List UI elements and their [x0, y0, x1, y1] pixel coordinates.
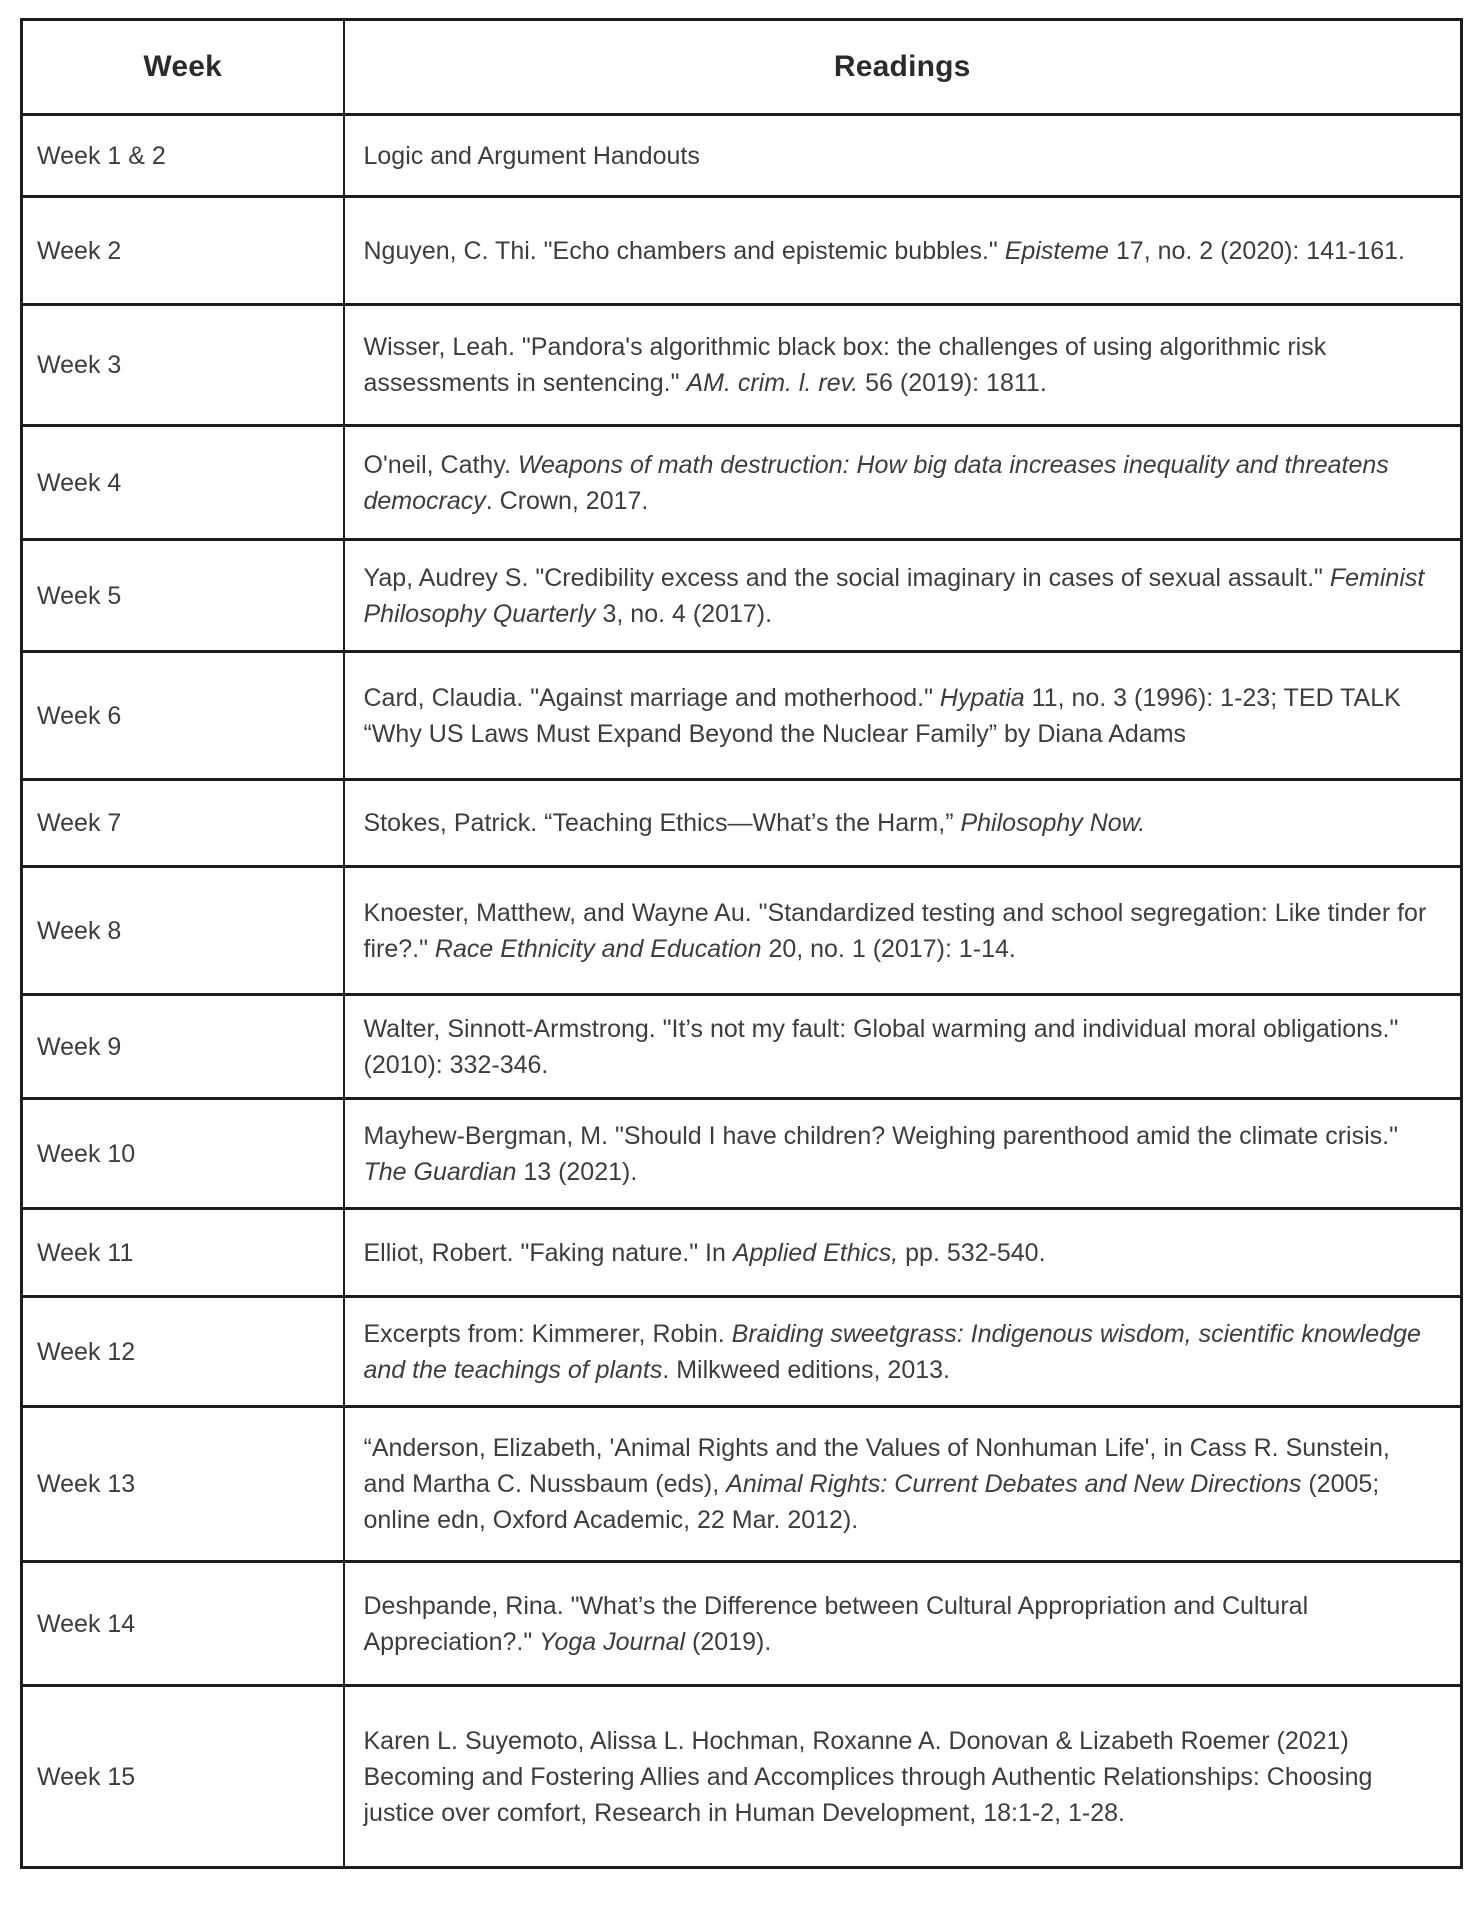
table-row	[22, 305, 1462, 426]
table-body	[22, 115, 1462, 1868]
table-row	[22, 540, 1462, 652]
readings-cell: Knoester, Matthew, and Wayne Au. "Standardized testing and school segregation: Like tinder for fire?." Race Ethnicity and Education 20, no. 1 (2017): 1-14.	[344, 867, 1462, 995]
readings-cell: Excerpts from: Kimmerer, Robin. Braiding sweetgrass: Indigenous wisdom, scientific knowledge and the teachings of plants. Milkweed editions, 2013.	[344, 1297, 1462, 1407]
week-cell: Week 13	[22, 1407, 344, 1562]
readings-cell: Wisser, Leah. "Pandora's algorithmic black box: the challenges of using algorithmic risk assessments in sentencing." AM. crim. l. rev. 56 (2019): 1811.	[344, 305, 1462, 426]
week-cell: Week 1 & 2	[22, 115, 344, 197]
table-row	[22, 426, 1462, 540]
week-cell: Week 4	[22, 426, 344, 540]
readings-column-header: Readings	[344, 20, 1462, 115]
table-header-row	[22, 20, 1462, 115]
week-cell: Week 14	[22, 1562, 344, 1686]
week-cell: Week 5	[22, 540, 344, 652]
table-row	[22, 1297, 1462, 1407]
table-row	[22, 197, 1462, 305]
readings-cell: Karen L. Suyemoto, Alissa L. Hochman, Roxanne A. Donovan & Lizabeth Roemer (2021) Becoming and Fostering Allies and Accomplices through Authentic Relationships: Choosing justice over comfort, Research in Human Development, 18:1-2, 1-28.	[344, 1686, 1462, 1868]
table-row	[22, 867, 1462, 995]
readings-cell: O'neil, Cathy. Weapons of math destruction: How big data increases inequality and threatens democracy. Crown, 2017.	[344, 426, 1462, 540]
week-cell: Week 7	[22, 780, 344, 867]
readings-table	[20, 18, 1463, 1869]
week-cell: Week 6	[22, 652, 344, 780]
week-cell: Week 10	[22, 1099, 344, 1209]
table-row	[22, 652, 1462, 780]
readings-cell: Mayhew-Bergman, M. "Should I have children? Weighing parenthood amid the climate crisis." The Guardian 13 (2021).	[344, 1099, 1462, 1209]
table-row	[22, 1686, 1462, 1868]
readings-cell: Stokes, Patrick. “Teaching Ethics—What’s the Harm,” Philosophy Now.	[344, 780, 1462, 867]
week-cell: Week 12	[22, 1297, 344, 1407]
readings-cell: “Anderson, Elizabeth, 'Animal Rights and the Values of Nonhuman Life', in Cass R. Sunstein, and Martha C. Nussbaum (eds), Animal Rights: Current Debates and New Directions (2005; online edn, Oxford Academic, 22 Mar. 2012).	[344, 1407, 1462, 1562]
week-cell: Week 11	[22, 1209, 344, 1297]
week-column-header: Week	[22, 20, 344, 115]
table-row	[22, 1209, 1462, 1297]
table-row	[22, 995, 1462, 1099]
week-cell: Week 3	[22, 305, 344, 426]
table-row	[22, 115, 1462, 197]
readings-cell: Elliot, Robert. "Faking nature." In Applied Ethics, pp. 532-540.	[344, 1209, 1462, 1297]
week-cell: Week 8	[22, 867, 344, 995]
week-cell: Week 15	[22, 1686, 344, 1868]
table-row	[22, 1407, 1462, 1562]
readings-cell: Walter, Sinnott-Armstrong. "It’s not my fault: Global warming and individual moral obligations." (2010): 332-346.	[344, 995, 1462, 1099]
week-cell: Week 9	[22, 995, 344, 1099]
readings-cell: Card, Claudia. "Against marriage and motherhood." Hypatia 11, no. 3 (1996): 1-23; TED TALK “Why US Laws Must Expand Beyond the Nuclear Family” by Diana Adams	[344, 652, 1462, 780]
table-row	[22, 1562, 1462, 1686]
readings-cell: Yap, Audrey S. "Credibility excess and the social imaginary in cases of sexual assault." Feminist Philosophy Quarterly 3, no. 4 (2017).	[344, 540, 1462, 652]
readings-cell: Nguyen, C. Thi. "Echo chambers and epistemic bubbles." Episteme 17, no. 2 (2020): 141-161.	[344, 197, 1462, 305]
readings-cell: Deshpande, Rina. "What’s the Difference between Cultural Appropriation and Cultural Appreciation?." Yoga Journal (2019).	[344, 1562, 1462, 1686]
table-row	[22, 1099, 1462, 1209]
week-cell: Week 2	[22, 197, 344, 305]
table-header	[22, 20, 1462, 115]
readings-cell: Logic and Argument Handouts	[344, 115, 1462, 197]
table-row	[22, 780, 1462, 867]
